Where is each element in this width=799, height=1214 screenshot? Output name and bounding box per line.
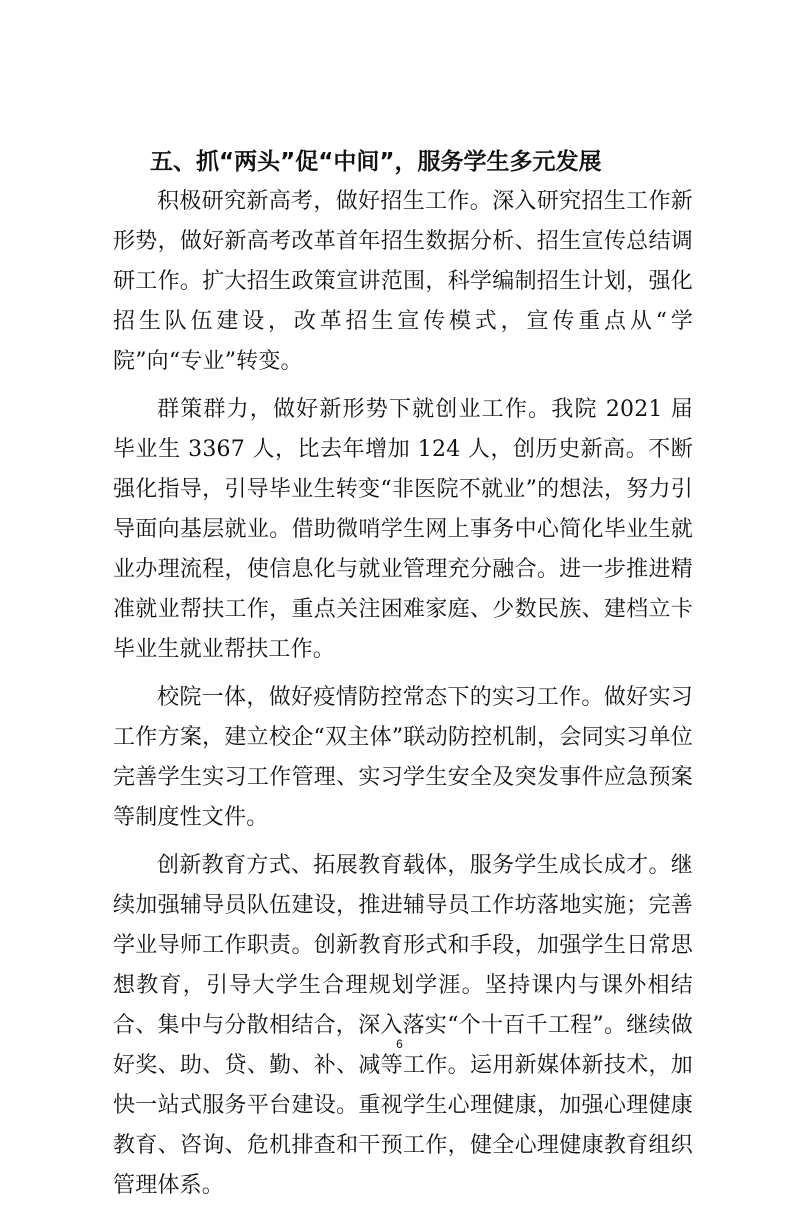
section-heading: 五、抓“两头”促“中间”，服务学生多元发展 xyxy=(150,149,602,175)
paragraph-admissions: 积极研究新高考，做好招生工作。深入研究招生工作新形势，做好新高考改革首年招生数据分析、招生宣传总结调研工作。扩大招生政策宣讲范围，科学编制招生计划，强化招生队伍建设，改革招生宣传模式，宣传重点从“学院”向“专业”转变。 xyxy=(113,189,693,374)
paragraph-education: 创新教育方式、拓展教育载体，服务学生成长成才。继续加强辅导员队伍建设，推进辅导员工作坊落地实施；完善学业导师工作职责。创新教育形式和手段，加强学生日常思想教育，引导大学生合理规划学涯。坚持课内与课外相结合、集中与分散相结合，深入落实“个十百千工程”。继续做好奖、助、贷、勤、补、减等工作。运用新媒体新技术，加快一站式服务平台建设。重视学生心理健康，加强心理健康教育、咨询、危机排查和干预工作，健全心理健康教育组织管理体系。 xyxy=(113,853,693,1198)
body-text xyxy=(113,182,693,1214)
page-number: 6 xyxy=(396,1037,403,1051)
paragraph-employment: 群策群力，做好新形势下就创业工作。我院 2021 届毕业生 3367 人，比去年增加 124 人，创历史新高。不断强化指导，引导毕业生转变“非医院不就业”的想法，努力引导面向基层就业。借助微哨学生网上事务中心简化毕业生就业办理流程，使信息化与就业管理充分融合。进一步推进精准就业帮扶工作，重点关注困难家庭、少数民族、建档立卡毕业生就业帮扶工作。 xyxy=(113,397,693,662)
paragraph-internship: 校院一体，做好疫情防控常态下的实习工作。做好实习工作方案，建立校企“双主体”联动防控机制，会同实习单位完善学生实习工作管理、实习学生安全及突发事件应急预案等制度性文件。 xyxy=(113,685,693,830)
